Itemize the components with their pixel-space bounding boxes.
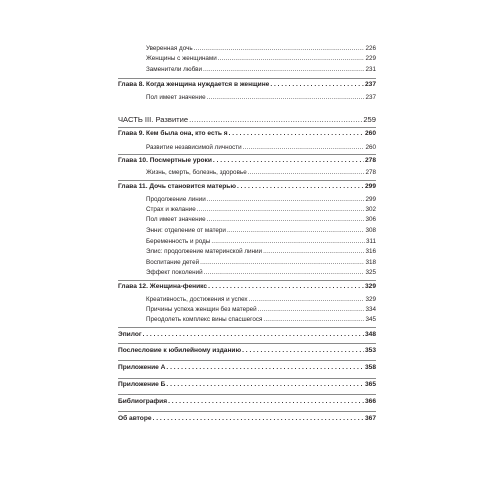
- leader-dots: [203, 67, 364, 73]
- toc-entry-page: 325: [365, 269, 376, 276]
- leader-dots: [189, 116, 362, 124]
- leader-dots: [242, 348, 364, 355]
- toc-entry-page: 231: [365, 66, 376, 73]
- toc-entry: [146, 270, 376, 276]
- toc-entry-title: Послесловие к юбилейному изданию: [118, 347, 242, 354]
- toc-entry-title: Заменители любви: [146, 66, 203, 73]
- toc-entry: [146, 249, 376, 255]
- toc-entry-title: Страх и желание: [146, 206, 196, 213]
- leader-dots: [207, 95, 365, 101]
- toc-entry: [146, 67, 376, 73]
- toc-part-entry: [118, 116, 376, 124]
- leader-dots: [194, 46, 365, 52]
- toc-chapter-entry: [118, 82, 376, 89]
- toc-entry: [146, 46, 376, 52]
- leader-dots: [218, 56, 365, 62]
- toc-entry: [146, 197, 376, 203]
- leader-dots: [237, 184, 364, 191]
- leader-dots: [153, 416, 364, 423]
- toc-entry-title: Приложение А: [118, 364, 166, 371]
- toc-entry-page: 260: [364, 130, 376, 137]
- toc-entry-page: 353: [364, 347, 376, 354]
- toc-entry: [146, 228, 376, 234]
- toc-chapter-entry: [118, 184, 376, 191]
- toc-entry-title: Развитие независимой личности: [146, 144, 242, 151]
- toc-entry-page: 316: [365, 248, 376, 255]
- leader-dots: [208, 284, 364, 291]
- leader-dots: [213, 158, 364, 165]
- toc-entry-page: 260: [365, 144, 376, 151]
- toc-entry-title: Приложение Б: [118, 381, 166, 388]
- leader-dots: [207, 217, 365, 223]
- toc-entry-page: 348: [364, 331, 376, 338]
- toc-entry-title: Пол имеет значение: [146, 94, 206, 101]
- toc-entry: [146, 95, 376, 101]
- toc-entry-title: Об авторе: [118, 415, 152, 422]
- toc-entry-page: 358: [364, 364, 376, 371]
- toc-entry-title: Женщины с женщинами: [146, 55, 217, 62]
- divider: [118, 343, 376, 344]
- toc-entry-title: Уверенная дочь: [146, 45, 193, 52]
- leader-dots: [249, 297, 365, 303]
- toc-entry-title: Эпилог: [118, 331, 142, 338]
- divider: [118, 378, 376, 379]
- toc-entry-page: 334: [365, 306, 376, 313]
- divider: [118, 411, 376, 412]
- toc-entry: [146, 170, 376, 176]
- toc-entry-title: Энни: отделение от матери: [146, 227, 226, 234]
- toc-entry: [146, 297, 376, 303]
- toc-entry-page: 329: [364, 283, 376, 290]
- leader-dots: [197, 207, 365, 213]
- leader-dots: [243, 145, 365, 151]
- leader-dots: [166, 382, 364, 389]
- leader-dots: [168, 399, 364, 406]
- leader-dots: [248, 170, 365, 176]
- toc-entry-page: 237: [364, 81, 376, 88]
- divider: [118, 394, 376, 395]
- toc-entry-title: Продолжение линии: [146, 196, 206, 203]
- toc-entry-page: 367: [364, 415, 376, 422]
- toc-entry-title: Пол имеет значение: [146, 216, 206, 223]
- leader-dots: [204, 270, 365, 276]
- leader-dots: [166, 365, 364, 372]
- toc-entry-title: Причины успеха женщин без матерей: [146, 306, 257, 313]
- toc-entry-title: Глава 9. Кем была она, кто есть я: [118, 130, 228, 137]
- leader-dots: [263, 317, 364, 323]
- divider: [118, 360, 376, 361]
- toc-entry-page: 237: [365, 94, 376, 101]
- toc-entry-title: Глава 8. Когда женщина нуждается в женщине: [118, 81, 270, 88]
- leader-dots: [143, 332, 364, 339]
- toc-entry-title: ЧАСТЬ III. Развитие: [118, 115, 189, 124]
- toc-chapter-entry: [118, 416, 376, 423]
- toc-entry: [146, 239, 376, 245]
- divider: [118, 154, 376, 155]
- divider: [118, 280, 376, 281]
- divider: [118, 127, 376, 128]
- leader-dots: [263, 249, 364, 255]
- toc-chapter-entry: [118, 399, 376, 406]
- toc-entry-page: 366: [364, 398, 376, 405]
- toc-entry-page: 299: [365, 196, 376, 203]
- toc-chapter-entry: [118, 284, 376, 291]
- toc-entry-page: 329: [365, 296, 376, 303]
- toc-entry-page: 226: [365, 45, 376, 52]
- toc-entry-title: Воспитание детей: [146, 259, 200, 266]
- toc-entry-page: 365: [364, 381, 376, 388]
- toc-entry: [146, 260, 376, 266]
- leader-dots: [270, 82, 364, 89]
- toc-entry-page: 259: [363, 115, 376, 124]
- toc-entry: [146, 307, 376, 313]
- toc-entry-page: 278: [365, 169, 376, 176]
- toc-entry-page: 311: [365, 238, 376, 245]
- toc-chapter-entry: [118, 365, 376, 372]
- toc-chapter-entry: [118, 131, 376, 138]
- leader-dots: [211, 239, 365, 245]
- toc-entry-title: Глава 10. Посмертные уроки: [118, 157, 212, 164]
- divider: [118, 327, 376, 328]
- leader-dots: [207, 197, 365, 203]
- toc-entry-page: 318: [365, 259, 376, 266]
- toc-entry: [146, 317, 376, 323]
- toc-entry-page: 308: [365, 227, 376, 234]
- leader-dots: [258, 307, 365, 313]
- toc-chapter-entry: [118, 158, 376, 165]
- toc-entry: [146, 56, 376, 62]
- toc-entry-page: 345: [365, 316, 376, 323]
- toc-chapter-entry: [118, 382, 376, 389]
- toc-entry-page: 302: [365, 206, 376, 213]
- toc-entry-page: 229: [365, 55, 376, 62]
- divider: [118, 78, 376, 79]
- toc-chapter-entry: [118, 332, 376, 339]
- toc-entry-title: Креативность, достижения и успех: [146, 296, 248, 303]
- leader-dots: [200, 260, 364, 266]
- toc-entry-page: 278: [364, 157, 376, 164]
- toc-chapter-entry: [118, 348, 376, 355]
- toc-entry-title: Эффект поколений: [146, 269, 203, 276]
- toc-entry-title: Глава 11. Дочь становится матерью: [118, 183, 236, 190]
- toc-entry-title: Жизнь, смерть, болезнь, здоровье: [146, 169, 247, 176]
- leader-dots: [229, 131, 364, 138]
- toc-entry: [146, 217, 376, 223]
- leader-dots: [227, 228, 365, 234]
- toc-entry-title: Беременность и роды: [146, 238, 211, 245]
- toc-entry-page: 306: [365, 216, 376, 223]
- toc-entry: [146, 145, 376, 151]
- toc-entry-title: Библиография: [118, 398, 168, 405]
- toc-entry-title: Элис: продолжение материнской линии: [146, 248, 263, 255]
- divider: [118, 180, 376, 181]
- toc-entry: [146, 207, 376, 213]
- toc-entry-title: Преодолеть комплекс вины спасшегося: [146, 316, 263, 323]
- toc-entry-title: Глава 12. Женщина-феникс: [118, 283, 208, 290]
- toc-entry-page: 299: [364, 183, 376, 190]
